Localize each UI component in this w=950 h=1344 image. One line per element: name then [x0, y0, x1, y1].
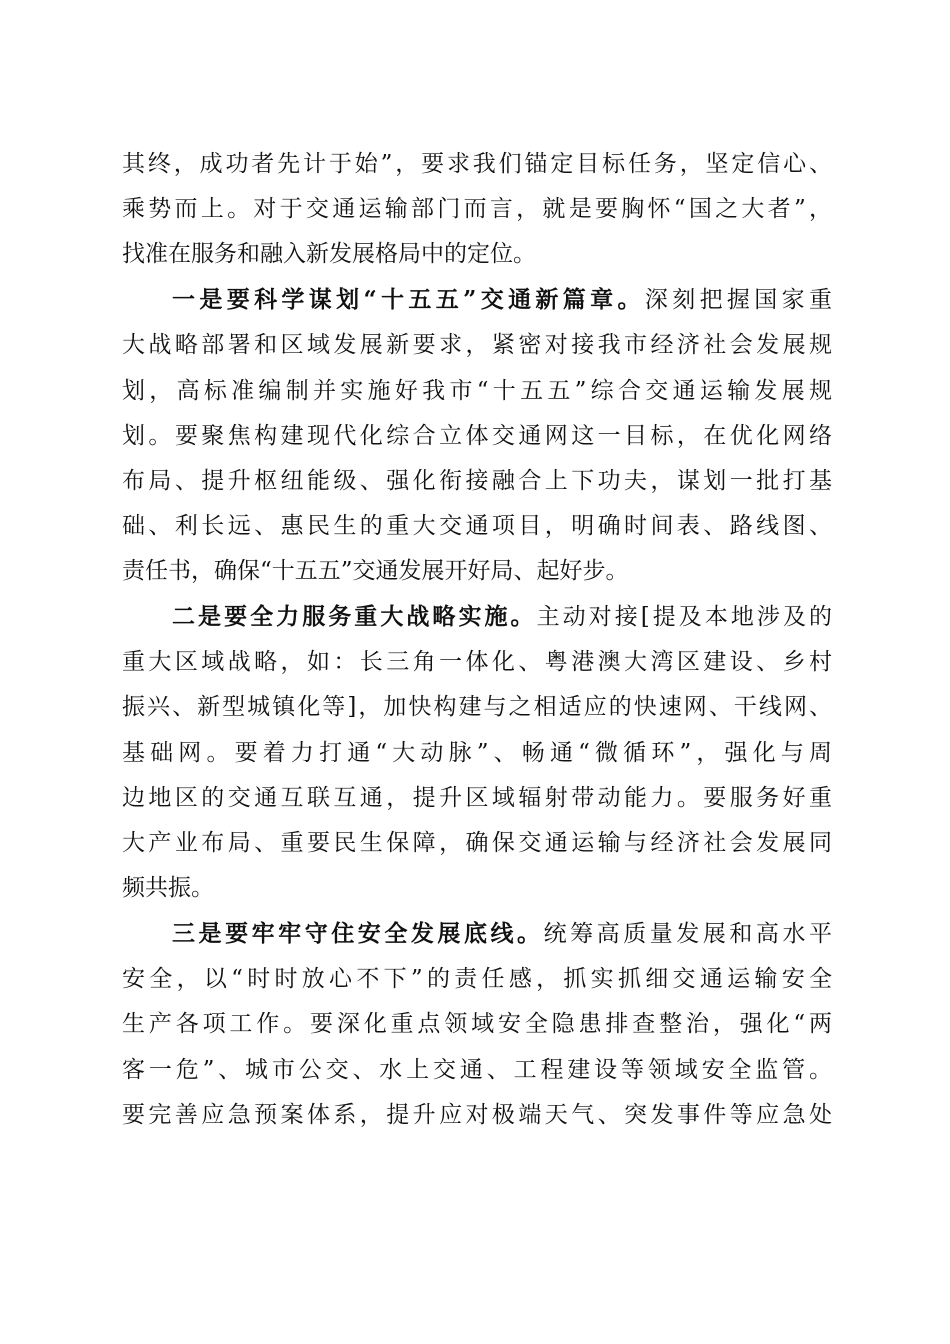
- text-line-2: 乘势而上。对于交通运输部门而言，就是要胸怀“国之大者”，: [122, 196, 832, 222]
- text-line-1: 其终，成功者先计于始”，要求我们锚定目标任务，坚定信心、: [122, 151, 832, 177]
- paragraph-3-first-line: [172, 914, 832, 954]
- text-line-20: 生产各项工作。要深化重点领域安全隐患排查整治，强化“两: [122, 1011, 832, 1037]
- paragraph-2-first-line: [172, 597, 832, 637]
- text-line-5: 大战略部署和区域发展新要求，紧密对接我市经济社会发展规: [122, 332, 832, 358]
- paragraph-3-lead: 统筹高质量发展和高水平: [543, 921, 832, 947]
- text-line-8: 布局、提升枢纽能级、强化衔接融合上下功夫，谋划一批打基: [122, 468, 832, 494]
- text-line-3: 找准在服务和融入新发展格局中的定位。: [122, 241, 536, 267]
- text-line-12: 重大区域战略，如：长三角一体化、粤港澳大湾区建设、乡村: [122, 649, 832, 675]
- text-line-14: 基础网。要着力打通“大动脉”、畅通“微循环”，强化与周: [122, 740, 832, 766]
- paragraph-1-lead: 深刻把握国家重: [644, 287, 832, 313]
- paragraph-3-heading: 三是要牢牢守住安全发展底线。: [172, 920, 544, 947]
- text-line-13: 振兴、新型城镇化等]，加快构建与之相适应的快速网、干线网、: [122, 694, 832, 720]
- paragraph-1-heading: 一是要科学谋划“十五五”交通新篇章。: [172, 286, 645, 313]
- text-line-10: 责任书，确保“十五五”交通发展开好局、起好步。: [122, 558, 629, 584]
- text-line-16: 大产业布局、重要民生保障，确保交通运输与经济社会发展同: [122, 830, 832, 856]
- text-line-9: 础、利长远、惠民生的重大交通项目，明确时间表、路线图、: [122, 513, 832, 539]
- paragraph-2-heading: 二是要全力服务重大战略实施。: [172, 603, 537, 630]
- text-line-21: 客一危”、城市公交、水上交通、工程建设等领域安全监管。: [122, 1057, 832, 1083]
- paragraph-2-lead: 主动对接[提及本地涉及的: [536, 604, 832, 630]
- text-line-17: 频共振。: [122, 875, 214, 901]
- paragraph-1-first-line: [172, 280, 832, 320]
- text-line-7: 划。要聚焦构建现代化综合立体交通网这一目标，在优化网络: [122, 423, 832, 449]
- text-line-15: 边地区的交通互联互通，提升区域辐射带动能力。要服务好重: [122, 785, 832, 811]
- text-line-22: 要完善应急预案体系，提升应对极端天气、突发事件等应急处: [122, 1102, 832, 1128]
- text-line-6: 划，高标准编制并实施好我市“十五五”综合交通运输发展规: [122, 378, 832, 404]
- text-line-19: 安全，以“时时放心不下”的责任感，抓实抓细交通运输安全: [122, 966, 832, 992]
